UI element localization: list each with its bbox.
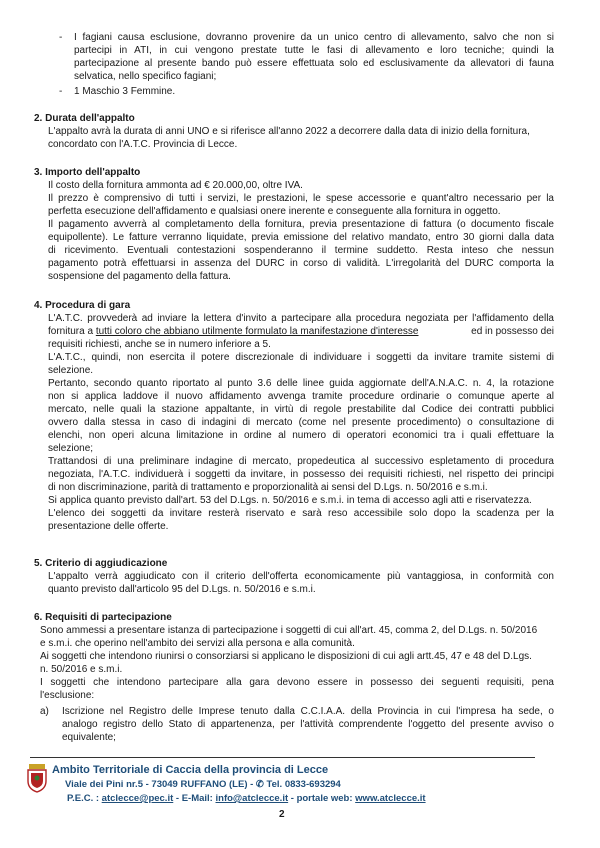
section-line: selezione; (48, 443, 94, 454)
list-dash: - (59, 86, 63, 97)
text-run: ed in possesso dei (468, 326, 554, 337)
section-line: Il pagamento avverrà al completamento della fornitura, previa presentazione di fattura (o documento fiscale (48, 219, 554, 230)
footer-divider (30, 757, 535, 758)
section-line: di non discriminazione, parità di trattamento e proporzionalità ai sensi del D.Lgs. n. 50/2016 e s.m.i. (48, 482, 488, 493)
section-line: sospensione del pagamento della fattura. (48, 271, 231, 282)
list-marker: a) (40, 706, 49, 717)
list-item-line: Iscrizione nel Registro delle Imprese tenuto dalla C.C.I.A.A. della Provincia in cui l'impresa ha sede, o (62, 706, 554, 717)
section-line: perfetta esecuzione dell'affidamento e qualsiasi onere inerente e conseguente alla fornitura in oggetto. (48, 206, 501, 217)
section-line: ovvero dalla stessa in caso di indagini di mercato (come nel presente procedimento) o consultazione di (48, 417, 554, 428)
section-heading: 2. Durata dell'appalto (34, 113, 135, 124)
section-line: di ricevimento. Eventuali contestazioni sospenderanno il termine suddetto. Resta inteso che nessun (48, 245, 554, 256)
section-line: quanto previsto dall'articolo 95 del D.Lgs. n. 50/2016 e s.m.i. (48, 584, 316, 595)
section-line: I soggetti che intendono partecipare alla gara devono essere in possesso dei seguenti requisiti, pena (40, 677, 554, 688)
section-line: Il costo della fornitura ammonta ad € 20.000,00, oltre IVA. (48, 180, 303, 191)
section-line: Trattandosi di una preliminare indagine di mercato, propedeutica al successivo espletamento di procedura (48, 456, 554, 467)
section-line: pagamento potrà effettuarsi in assenza del DURC in corso di validità. L'irregolarità del DURC comporta la (48, 258, 554, 269)
section-heading: 6. Requisiti di partecipazione (34, 612, 172, 623)
footer-contacts (67, 793, 426, 804)
section-heading: 4. Procedura di gara (34, 300, 131, 311)
section-heading: 3. Importo dell'appalto (34, 167, 141, 178)
section-line: mercato, nelle quali la stazione appaltante, in virtù di regole prestabilite dal Codice dei contratti pubblici (48, 404, 554, 415)
pec-link[interactable]: atclecce@pec.it (101, 793, 174, 804)
section-line: Sono ammessi a presentare istanza di partecipazione i soggetti di cui all'art. 45, comma 2, del D.Lgs. n. 50/2016 (40, 625, 538, 636)
list-text-line: selvatica, nello specifico fagiani; (74, 71, 217, 82)
section-heading: 5. Criterio di aggiudicazione (34, 558, 168, 569)
footer-address: Viale dei Pini nr.5 - 73049 RUFFANO (LE) - ✆ Tel. 0833-693294 (65, 779, 341, 790)
email-label: - E-Mail: (175, 793, 213, 804)
section-line: Il prezzo è comprensivo di tutti i servizi, le prestazioni, le spese accessorie e quant'altro necessario per la (48, 193, 554, 204)
list-item-line: equivalente; (62, 732, 116, 743)
section-line: presentazione delle offerte. (48, 521, 169, 532)
text-run: fornitura a (48, 326, 96, 337)
section-line: concordato con l'A.T.C. Provincia di Lecce. (48, 139, 238, 150)
section-line: Ai soggetti che intendono riunirsi o consorziarsi si applicano le disposizioni di cui agli artt.45, 47 e 48 del D.Lgs. (40, 651, 532, 662)
province-crest-icon (26, 763, 48, 793)
section-line: L'A.T.C., quindi, non esercita il potere discrezionale di individuare i soggetti da invitare tramite sistemi di (48, 352, 554, 363)
section-line: L'appalto verrà aggiudicato con il criterio dell'offerta economicamente più vantaggiosa, in conformità con (48, 571, 554, 582)
section-line: l'esclusione: (40, 690, 95, 701)
section-line: n. 50/2016 e s.m.i. (40, 664, 123, 675)
email-link[interactable]: info@atclecce.it (215, 793, 289, 804)
section-line: Pertanto, secondo quanto riportato al punto 3.6 delle linee guida aggiornate dell'A.N.A.C. n. 4, la rotazione (48, 378, 554, 389)
section-line: non si applica laddove il nuovo affidamento avvenga tramite procedure ordinarie o comunque aperte al (48, 391, 554, 402)
list-text-line: partecipi in ATI, in cui vengono prestate tutte le fasi di allevamento e loro tecniche; quindi la (74, 45, 554, 56)
list-text-line: partecipazione al presente bando può essere effettuata solo ed esclusivamente da allevatori di fauna (74, 58, 554, 69)
underlined-phrase: tutti coloro che abbiano utilmente formulato la manifestazione d'interesse (95, 326, 419, 337)
web-link[interactable]: www.atclecce.it (355, 793, 426, 804)
page-number: 2 (279, 809, 285, 820)
section-line: Si applica quanto previsto dall'art. 53 del D.Lgs. n. 50/2016 e s.m.i. in tema di accesso agli atti e riservatezza. (48, 495, 532, 506)
footer-org-name: Ambito Territoriale di Caccia della provincia di Lecce (52, 764, 329, 776)
section-line: L'A.T.C. provvederà ad inviare la lettera d'invito a partecipare alla procedura negoziata per l'affidamento della (48, 313, 554, 324)
section-line: selezione. (48, 365, 94, 376)
section-line: elenchi, non operi alcuna limitazione in ordine al numero di operatori economici tra i quali effettuare la (48, 430, 554, 441)
web-label: - portale web: (290, 793, 353, 804)
section-line: negoziata, l'A.T.C. individuerà i soggetti da invitare, in possesso dei requisiti richiesti, nel rispetto dei principi (48, 469, 554, 480)
pec-label: P.E.C. : (67, 793, 100, 804)
section-line: equipollente). Le fatture verranno liquidate, previa emissione del relativo mandato, entro 30 giorni dalla data (48, 232, 554, 243)
list-text-line: I fagiani causa esclusione, dovranno provenire da un unico centro di allevamento, salvo che non si (74, 32, 554, 43)
list-dash: - (59, 32, 63, 43)
list-item-line: analogo registro dello Stato di appartenenza, per l'attività comprendente l'oggetto del presente avviso o (62, 719, 554, 730)
section-line: L'elenco dei soggetti da invitare resterà riservato e sarà reso accessibile solo dopo la scadenza per la (48, 508, 554, 519)
section-line-underlined (48, 325, 554, 338)
section-line: L'appalto avrà la durata di anni UNO e si riferisce all'anno 2022 a decorrere dalla data di inizio della fornitura, (48, 126, 530, 137)
section-line: requisiti richiesti, anche se in numero inferiore a 5. (48, 339, 271, 350)
list-text-line: 1 Maschio 3 Femmine. (74, 86, 176, 97)
section-line: e s.m.i. che operino nell'ambito dei servizi alla persona e alla comunità. (40, 638, 355, 649)
